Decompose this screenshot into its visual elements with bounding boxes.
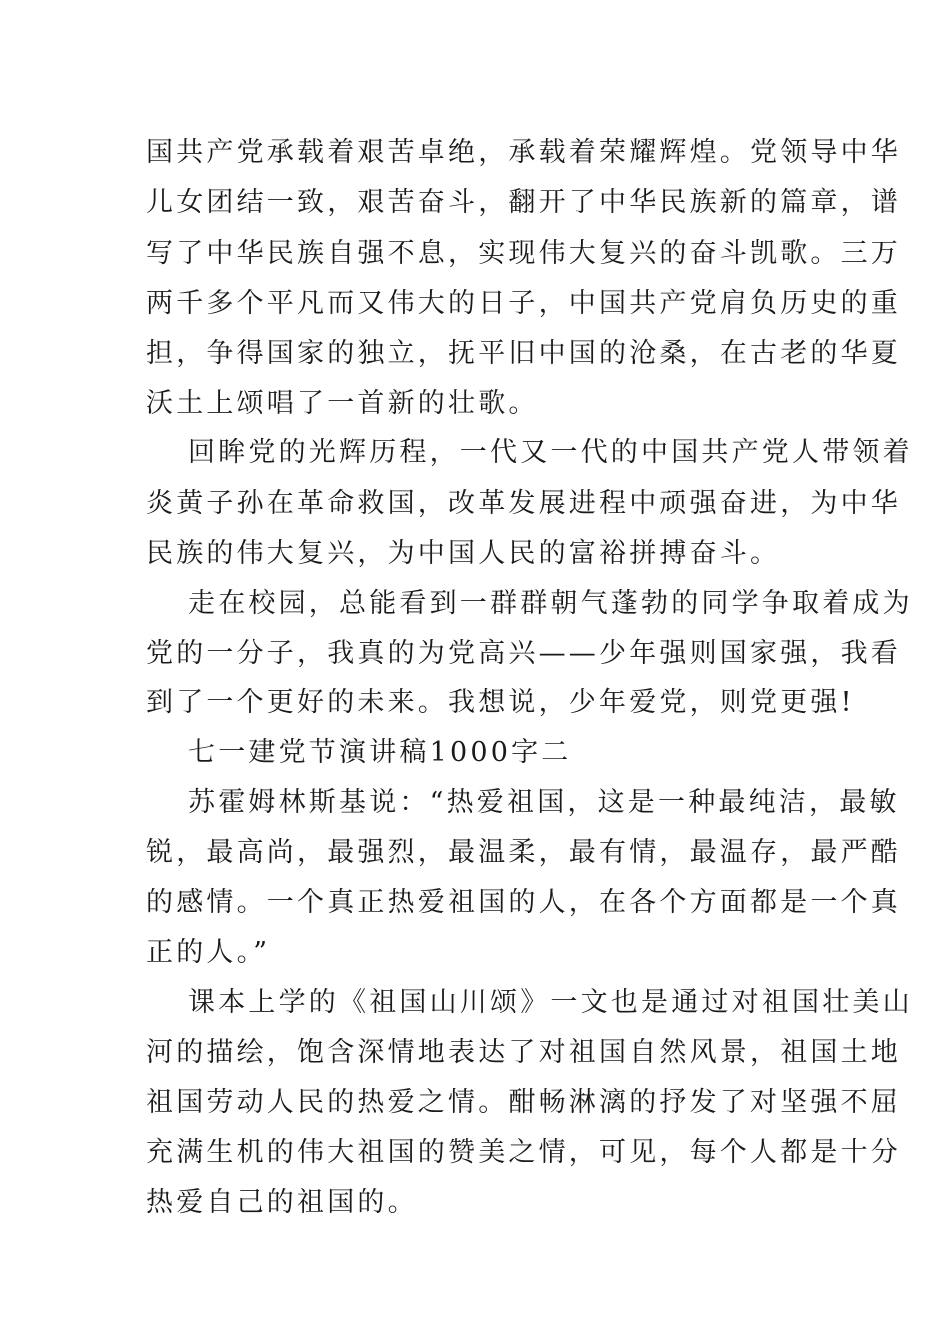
text-line: 担，争得国家的独立，抚平旧中国的沧桑，在古老的华夏 bbox=[146, 338, 901, 369]
text-line: 苏霍姆林斯基说：“热爱祖国，这是一种最纯洁，最敏 bbox=[188, 787, 900, 818]
text-line: 正的人。” bbox=[146, 937, 271, 968]
text-line: 热爱自己的祖国的。 bbox=[146, 1187, 418, 1218]
text-line: 写了中华民族自强不息，实现伟大复兴的奋斗凯歌。三万 bbox=[146, 238, 901, 269]
text-line: 课本上学的《祖国山川颂》一文也是通过对祖国壮美山 bbox=[188, 987, 913, 1018]
text-line: 民族的伟大复兴，为中国人民的富裕拼搏奋斗。 bbox=[146, 538, 781, 569]
text-line: 国共产党承载着艰苦卓绝，承载着荣耀辉煌。党领导中华 bbox=[146, 137, 901, 168]
text-line: 沃土上颂唱了一首新的壮歌。 bbox=[146, 388, 539, 419]
text-line: 回眸党的光辉历程，一代又一代的中国共产党人带领着 bbox=[188, 437, 913, 468]
text-line: 充满生机的伟大祖国的赞美之情，可见，每个人都是十分 bbox=[146, 1137, 901, 1168]
text-line: 到了一个更好的未来。我想说，少年爱党，则党更强! bbox=[146, 687, 855, 718]
text-line: 两千多个平凡而又伟大的日子，中国共产党肩负历史的重 bbox=[146, 288, 901, 319]
text-line: 炎黄子孙在革命救国，改革发展进程中顽强奋进，为中华 bbox=[146, 488, 901, 519]
text-line: 祖国劳动人民的热爱之情。酣畅淋漓的抒发了对坚强不屈 bbox=[146, 1087, 901, 1118]
text-line: 儿女团结一致，艰苦奋斗，翻开了中华民族新的篇章，谱 bbox=[146, 187, 901, 218]
section-heading: 七一建党节演讲稿1000字二 bbox=[188, 737, 572, 768]
text-line: 走在校园，总能看到一群群朝气蓬勃的同学争取着成为 bbox=[188, 588, 913, 619]
text-line: 河的描绘，饱含深情地表达了对祖国自然风景，祖国土地 bbox=[146, 1037, 901, 1068]
text-line: 党的一分子，我真的为党高兴——少年强则国家强，我看 bbox=[146, 638, 901, 669]
text-line: 锐，最高尚，最强烈，最温柔，最有情，最温存，最严酷 bbox=[146, 837, 901, 868]
text-line: 的感情。一个真正热爱祖国的人，在各个方面都是一个真 bbox=[146, 887, 901, 918]
